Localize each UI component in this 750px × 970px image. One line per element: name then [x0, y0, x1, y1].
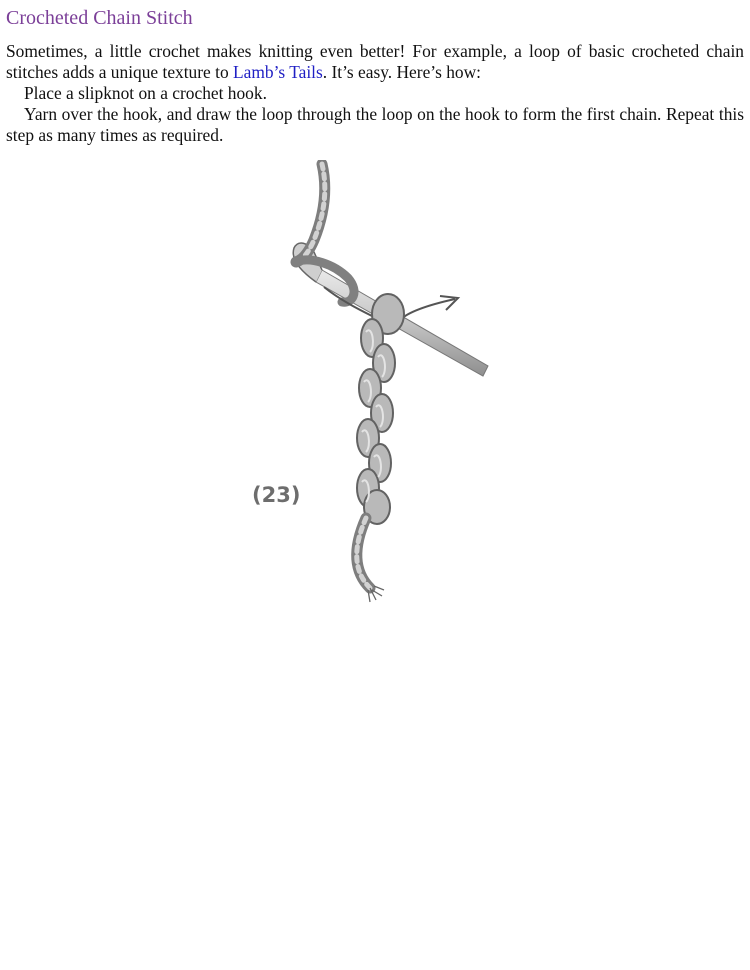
yarn-tail	[357, 518, 384, 602]
figure-label: (23)	[252, 483, 301, 507]
arrow-icon	[400, 296, 458, 320]
step-1: Place a slipknot on a crochet hook.	[24, 83, 267, 103]
chain-links	[357, 294, 404, 524]
step-2: Yarn over the hook, and draw the loop through the loop on the hook to form the first chain. Repeat this step as many times as required.	[6, 104, 744, 145]
intro-paragraph	[6, 41, 744, 83]
intro-text-before: Sometimes, a little crochet makes knitting even better! For example, a loop of basic crocheted chain stitches adds a unique texture to	[6, 41, 744, 82]
crochet-chain-drawing	[250, 160, 500, 605]
section-heading: Crocheted Chain Stitch	[6, 7, 193, 29]
intro-text-after: . It’s easy. Here’s how:	[322, 62, 482, 82]
lambs-tails-link[interactable]: Lamb’s Tails	[233, 62, 323, 82]
crochet-chain-illustration	[250, 160, 500, 605]
